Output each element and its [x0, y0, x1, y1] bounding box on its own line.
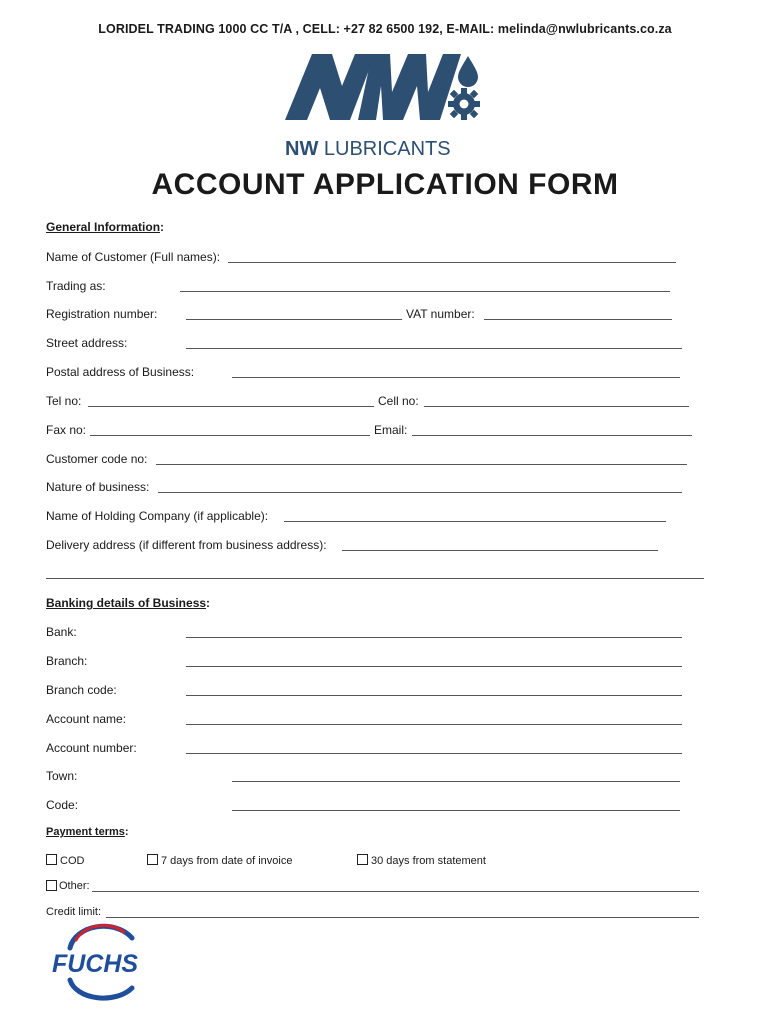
trading-as-label: Trading as:: [46, 279, 106, 293]
delivery-address-label: Delivery address (if different from business address):: [46, 538, 327, 552]
email-label: Email:: [374, 423, 408, 437]
street-address-label: Street address:: [46, 336, 128, 350]
email-field[interactable]: [412, 435, 692, 436]
bank-label: Bank:: [46, 625, 77, 639]
fuchs-logo: [40, 922, 160, 1002]
fax-label: Fax no:: [46, 423, 87, 437]
trading-as-field[interactable]: [180, 291, 670, 292]
banking-heading: Banking details of Business:: [46, 596, 211, 610]
street-address-field[interactable]: [186, 348, 682, 349]
customer-name-label: Name of Customer (Full names):: [46, 250, 221, 264]
credit-limit-label: Credit limit:: [46, 906, 102, 918]
fax-field[interactable]: [90, 435, 370, 436]
seven-days-checkbox[interactable]: [147, 854, 158, 865]
customer-code-label: Customer code no:: [46, 452, 148, 466]
seven-days-option[interactable]: 7 days from date of invoice: [147, 854, 292, 867]
tel-field[interactable]: [88, 406, 374, 407]
registration-field[interactable]: [186, 319, 402, 320]
town-label: Town:: [46, 769, 78, 783]
payment-terms-heading: Payment terms:: [46, 826, 129, 838]
page-title: ACCOUNT APPLICATION FORM: [151, 168, 619, 201]
branch-field[interactable]: [186, 666, 682, 667]
tel-label: Tel no:: [46, 394, 82, 408]
customer-name-field[interactable]: [228, 262, 676, 263]
bank-field[interactable]: [186, 637, 682, 638]
cell-label: Cell no:: [378, 394, 419, 408]
other-field[interactable]: [92, 891, 699, 892]
cod-checkbox[interactable]: [46, 854, 57, 865]
thirty-days-checkbox[interactable]: [357, 854, 368, 865]
nw-logo-mark: [285, 54, 480, 120]
account-name-field[interactable]: [186, 724, 682, 725]
fuchs-arc-bottom: [70, 980, 132, 998]
customer-code-field[interactable]: [156, 464, 687, 465]
brand-lubricants: LUBRICANTS: [318, 138, 451, 160]
cod-option[interactable]: COD: [46, 854, 84, 867]
code-field[interactable]: [232, 810, 680, 811]
nw-lubricants-logo: [280, 52, 490, 162]
svg-text:NW LUBRICANTS: [285, 138, 451, 160]
nature-of-business-label: Nature of business:: [46, 480, 150, 494]
code-label: Code:: [46, 798, 79, 812]
other-label: Other:: [59, 880, 90, 892]
brand-nw: NW: [285, 138, 319, 160]
postal-address-field[interactable]: [232, 377, 680, 378]
vat-label: VAT number:: [406, 307, 475, 321]
holding-company-label: Name of Holding Company (if applicable):: [46, 509, 269, 523]
account-number-label: Account number:: [46, 741, 137, 755]
nature-of-business-field[interactable]: [158, 492, 682, 493]
cell-field[interactable]: [424, 406, 689, 407]
delivery-address-field-line2[interactable]: [46, 578, 704, 579]
other-checkbox[interactable]: [46, 880, 57, 891]
branch-code-field[interactable]: [186, 695, 682, 696]
delivery-address-field[interactable]: [342, 550, 658, 551]
branch-code-label: Branch code:: [46, 683, 117, 697]
vat-field[interactable]: [484, 319, 672, 320]
general-info-heading: General Information:: [46, 220, 165, 234]
thirty-days-option[interactable]: 30 days from statement: [357, 854, 486, 867]
fuchs-wordmark: FUCHS: [52, 950, 139, 978]
account-number-field[interactable]: [186, 753, 682, 754]
company-contact-header: LORIDEL TRADING 1000 CC T/A , CELL: +27 82 6500 192, E-MAIL: melinda@nwlubricants.co.za: [98, 22, 672, 36]
credit-limit-field[interactable]: [106, 917, 699, 918]
holding-company-field[interactable]: [284, 521, 666, 522]
registration-label: Registration number:: [46, 307, 158, 321]
branch-label: Branch:: [46, 654, 88, 668]
town-field[interactable]: [232, 781, 680, 782]
postal-address-label: Postal address of Business:: [46, 365, 195, 379]
account-name-label: Account name:: [46, 712, 127, 726]
